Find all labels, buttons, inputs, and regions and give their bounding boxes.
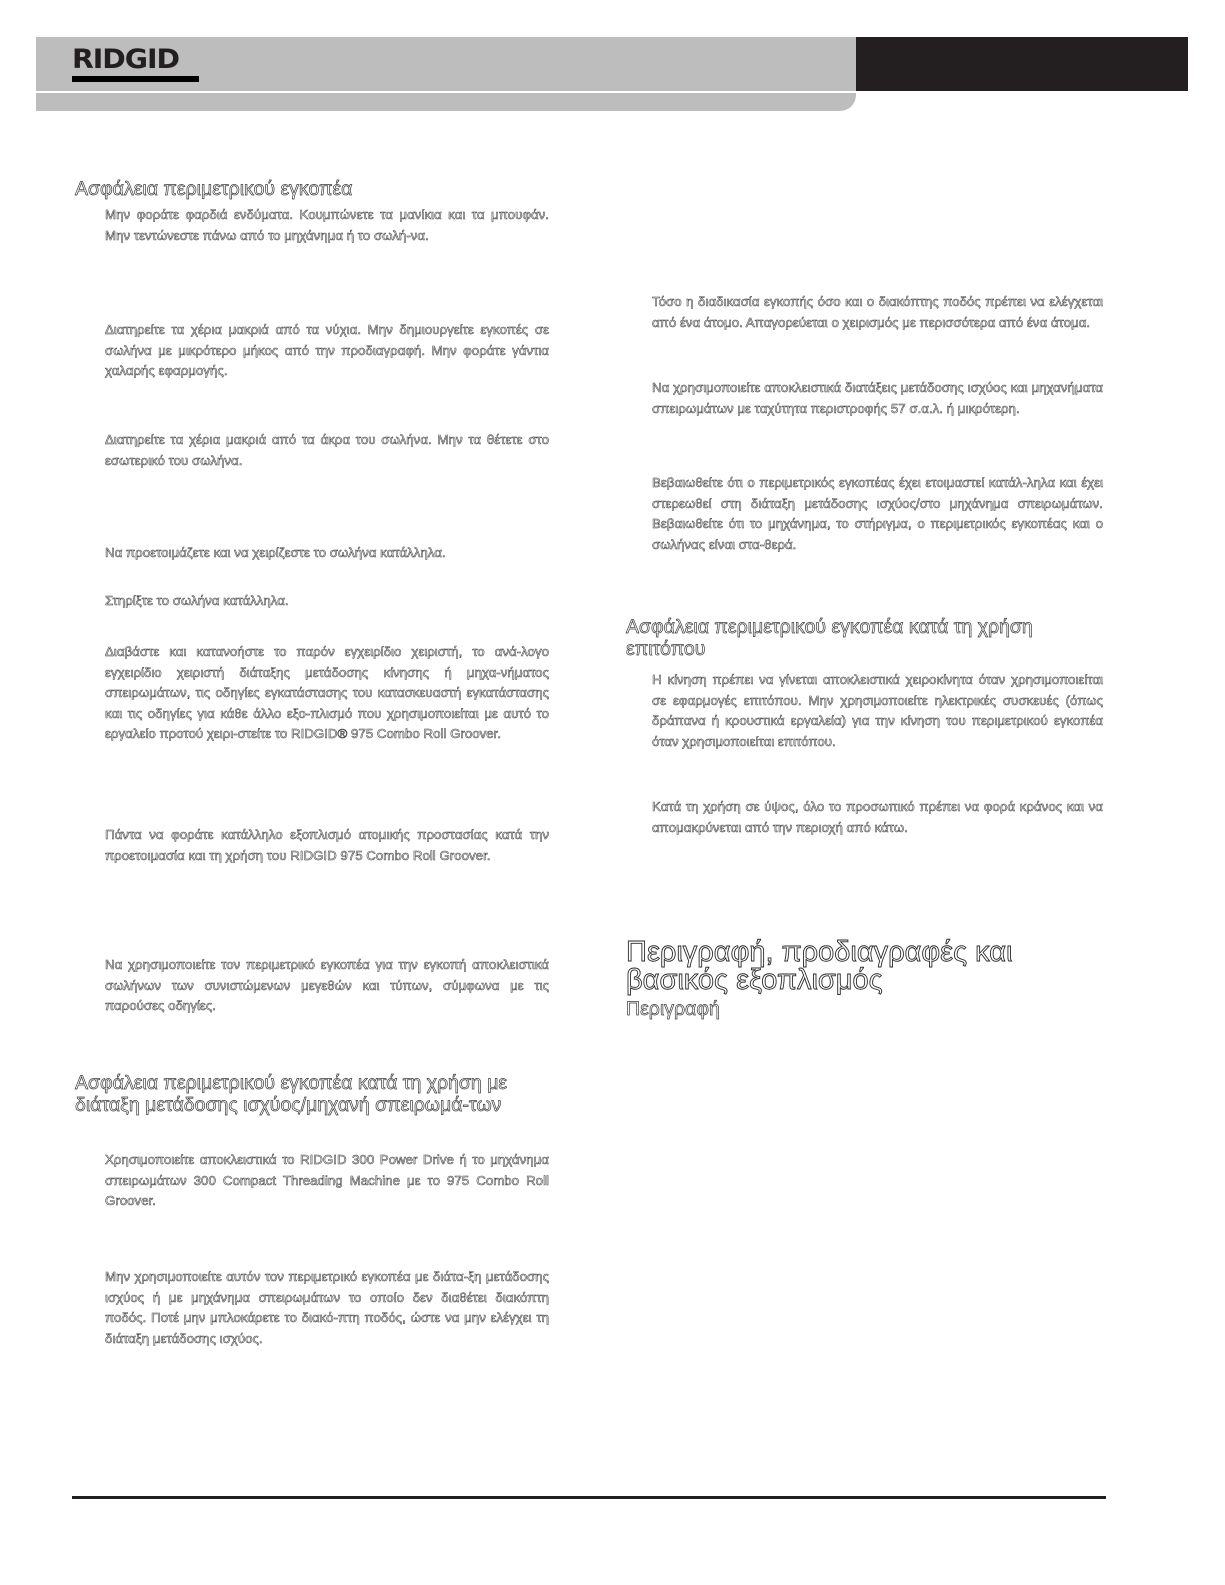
paragraph: Να χρησιμοποιείτε τον περιμετρικό εγκοπέα για την εγκοπή αποκλειστικά σωλήνων των συνιστώμενων μεγεθών και τύπων, σύμφωνα με τις παρούσες οδηγίες. [105, 957, 549, 1013]
paragraph: Διατηρείτε τα χέρια μακριά από τα άκρα του σωλήνα. Μην τα θέτετε στο εσωτερικό του σωλήνα. [105, 432, 549, 468]
paragraph: Βεβαιωθείτε ότι ο περιμετρικός εγκοπέας έχει ετοιμαστεί κατάλ-ληλα και έχει στερεωθεί στη διάταξη μετάδοσης ισχύος/στο μηχάνημα σπειρωμάτων. Βεβαιωθείτε ότι το μηχάνημα, το στήριγμα, ο περιμετρικός εγκοπέας και ο σωλήνας είναι στα-θερά. [652, 475, 1103, 552]
brand-name: RIDGID [72, 44, 179, 75]
paragraph: Κατά τη χρήση σε ύψος, όλο το προσωπικό πρέπει να φορά κράνος και να απομακρύνεται από την περιοχή από κάτω. [652, 799, 1103, 835]
paragraph: Να προετοιμάζετε και να χειρίζεστε το σωλήνα κατάλληλα. [105, 545, 446, 560]
header-black-tab [856, 37, 1188, 91]
logo-underline [72, 76, 199, 82]
paragraph: Χρησιμοποιείτε αποκλειστικά το RIDGID 300 Power Drive ή το μηχάνημα σπειρωμάτων 300 Compact Threading Machine με το 975 Combo Roll Groover. [105, 1152, 549, 1208]
heading-text: Ασφάλεια περιμετρικού εγκοπέα κατά τη χρήση με διάταξη μετάδοσης ισχύος/μηχανή σπειρωμά-των [75, 1072, 508, 1116]
paragraph: Πάντα να φοράτε κατάλληλο εξοπλισμό ατομικής προστασίας κατά την προετοιμασία και τη χρήση του RIDGID 975 Combo Roll Groover. [105, 827, 549, 863]
paragraph: Μην φοράτε φαρδιά ενδύματα. Κουμπώνετε τα μανίκια και τα μπουφάν. Μην τεντώνεστε πάνω από το μηχάνημα ή το σωλή-να. [105, 207, 549, 243]
paragraph: Μην χρησιμοποιείτε αυτόν τον περιμετρικό εγκοπέα με διάτα-ξη μετάδοσης ισχύος ή με μηχάνημα σπειρωμάτων το οποίο δεν διαθέτει διακόπτη ποδός. Ποτέ μην μπλοκάρετε το διακό-πτη ποδός, ώστε να μην ελέγχει τη διάταξη μετάδοσης ισχύος. [105, 1269, 549, 1346]
paragraph: Διαβάστε και κατανοήστε το παρόν εγχειρίδιο χειριστή, το ανά-λογο εγχειρίδιο χειριστή διάταξης μετάδοσης κίνησης ή μηχα-νήματος σπειρωμάτων, τις οδηγίες εγκατάστασης του κατασκευαστή εγκατάστασης και τις οδηγίες για κάθε άλλο εξο-πλισμό που χρησιμοποιείται με αυτό το εργαλείο προτού χειρι-στείτε το RIDGID® 975 Combo Roll Groover. [105, 644, 549, 741]
header-band-lower [36, 93, 856, 111]
heading-text: Ασφάλεια περιμετρικού εγκοπέα κατά τη χρήση επιτόπου [626, 616, 1033, 660]
main-heading-description [626, 938, 1116, 994]
main-heading-text: Περιγραφή, προδιαγραφές και βασικός εξοπλισμός [626, 936, 1013, 996]
footer-rule [72, 1496, 1106, 1499]
section-heading-power-drive [75, 1072, 553, 1116]
ridgid-logo [72, 45, 199, 83]
paragraph: Στηρίξτε το σωλήνα κατάλληλα. [105, 593, 289, 608]
subheading-description [626, 998, 926, 1020]
paragraph: Η κίνηση πρέπει να γίνεται αποκλειστικά χειροκίνητα όταν χρησιμοποιείται σε εφαρμογές επιτόπου. Μην χρησιμοποιείτε ηλεκτρικές συσκευές (όπως δράπανα ή κρουστικά εργαλεία) για την κίνηση του περιμετρικού εγκοπέα όταν χρησιμοποιείται επιτόπου. [652, 672, 1103, 749]
section-heading-safety [75, 178, 555, 200]
heading-text: Ασφάλεια περιμετρικού εγκοπέα [75, 178, 353, 200]
section-heading-onsite [626, 616, 1096, 660]
paragraph: Διατηρείτε τα χέρια μακριά από τα νύχια. Μην δημιουργείτε εγκοπές σε σωλήνα με μικρότερο μήκος από την προδιαγραφή. Μην φοράτε γάντια χαλαρής εφαρμογής. [105, 322, 549, 378]
paragraph: Να χρησιμοποιείτε αποκλειστικά διατάξεις μετάδοσης ισχύος και μηχανήματα σπειρωμάτων με ταχύτητα περιστροφής 57 σ.α.λ. ή μικρότερη. [652, 380, 1103, 416]
subheading-text: Περιγραφή [626, 998, 720, 1020]
paragraph: Τόσο η διαδικασία εγκοπής όσο και ο διακόπτης ποδός πρέπει να ελέγχεται από ένα άτομο. Απαγορεύεται ο χειρισμός με περισσότερα από ένα άτομα. [652, 294, 1103, 330]
